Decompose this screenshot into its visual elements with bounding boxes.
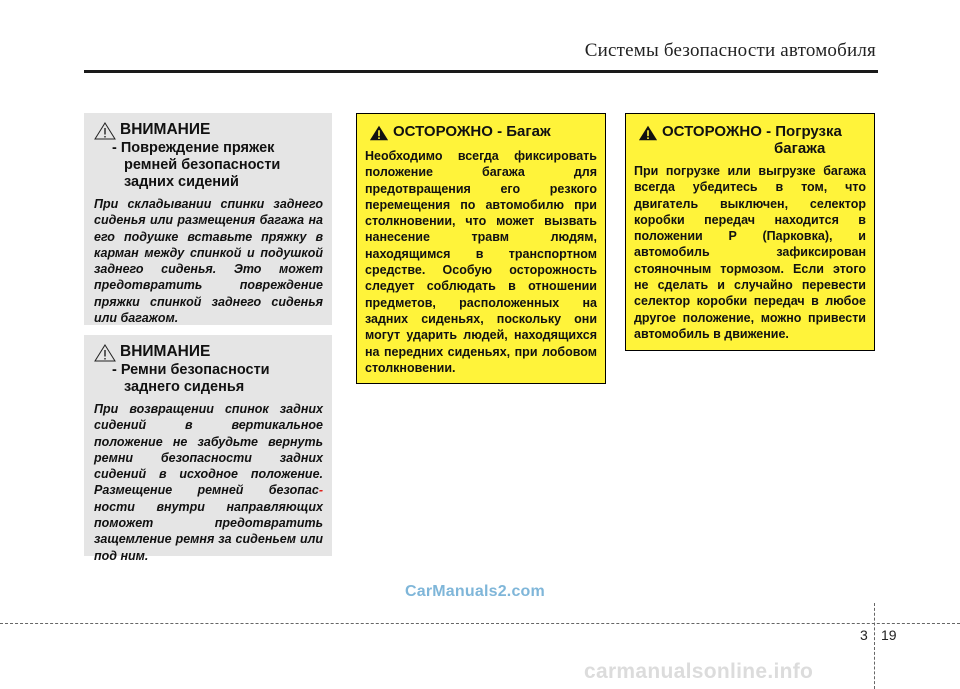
- warning-triangle-icon: [94, 122, 116, 140]
- caution-header: [365, 123, 597, 142]
- warning-header: [94, 343, 323, 362]
- chapter-number: 3: [860, 627, 868, 643]
- warning-box-buckles: [84, 113, 332, 325]
- caution-triangle-icon: [638, 124, 658, 142]
- warning-title: ВНИМАНИЕ: [120, 343, 211, 360]
- caution-title: ОСТОРОЖНО - Багаж: [393, 123, 551, 140]
- warning-body-part-b: ности внутри направляющих поможет предотвратить защемление ремня за сиденьем или под ним.: [94, 499, 323, 563]
- caution-body: При погрузке или выгрузке багажа всегда убедитесь в том, что двигатель выключен, селектор коробки передач находится в положении P (Парковка), и автомобиль зафиксирован стояночным тормозом. Если этого не сделать и случайно перевести селектор коробки передач в любое другое положение, можно привести автомобиль в движение.: [634, 164, 866, 341]
- caution-box-luggage: [356, 113, 606, 384]
- site-watermark: carmanualsonline.info: [584, 660, 814, 683]
- footer-divider: [0, 623, 960, 624]
- caution-title-group: [662, 123, 842, 157]
- hyphen-mark: -: [318, 483, 323, 498]
- section-title: Системы безопасности автомобиля: [584, 40, 876, 61]
- warning-body: [94, 401, 323, 564]
- warning-title: ВНИМАНИЕ: [120, 121, 211, 138]
- caution-box-loading: [625, 113, 875, 351]
- warning-body-part-a: При возвращении спинок задних сидений в вертикальное положение не забудьте вернуть ремни безопасности задних сидений в исходное положение. Размещение ремней безопас: [94, 402, 323, 498]
- warning-subtitle: - Повреждение пряжек ремней безопасности задних сидений: [112, 140, 281, 190]
- caution-title-line2: багажа: [774, 140, 826, 157]
- warning-header: [94, 121, 323, 140]
- warning-triangle-icon: [94, 344, 116, 362]
- caution-body: Необходимо всегда фиксировать положение багажа для предотвращения его резкого перемещения по автомобилю при столкновении, что может вызвать нанесение травм людям, находящимся в транспортном средстве. Особую осторожность следует соблюдать в отношении предметов, расположенных на задних сиденьях, поскольку они могут ударить людей, находящихся на передних сиденьях, при лобовом столкновении.: [365, 149, 597, 375]
- caution-title: ОСТОРОЖНО - Погрузка: [662, 123, 842, 140]
- caution-header: [634, 123, 866, 157]
- watermark-link[interactable]: CarManuals2.com: [405, 583, 545, 600]
- warning-subtitle: - Ремни безопасности заднего сиденья: [112, 362, 270, 395]
- header-rule: [84, 70, 878, 73]
- footer-vertical-divider: [874, 603, 875, 689]
- caution-triangle-icon: [369, 124, 389, 142]
- warning-box-rear-belts: [84, 335, 332, 563]
- page-number: 19: [881, 627, 897, 643]
- warning-body: При складывании спинки заднего сиденья или размещения багажа на его подушке вставьте пряжку в карман между спинкой и подушкой заднего сиденья. Это может предотвратить повреждение пряжки спинкой заднего сиденья или багажом.: [94, 197, 323, 326]
